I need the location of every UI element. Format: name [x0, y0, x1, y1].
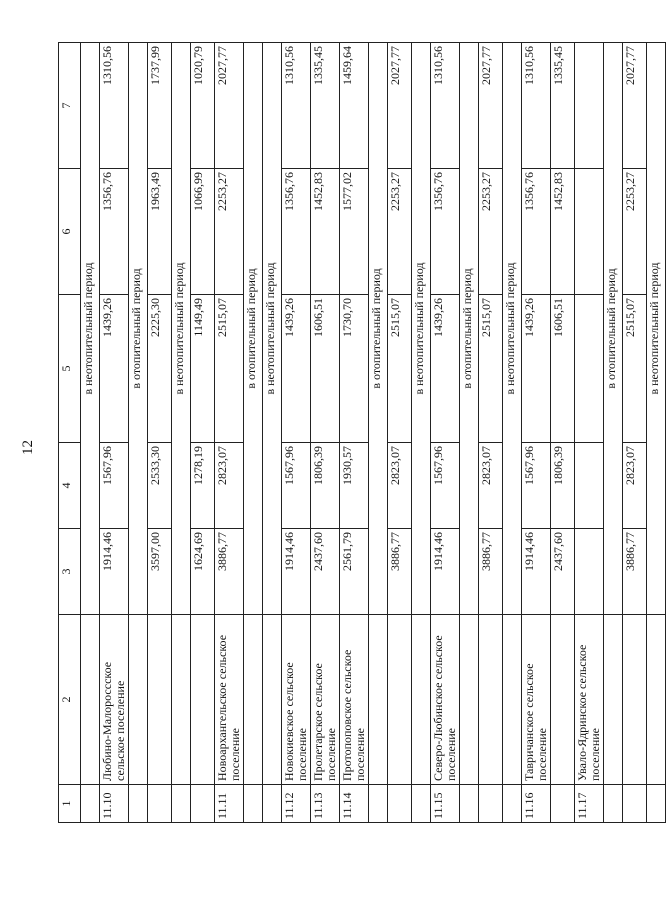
value-cell: 2437,60 [551, 529, 575, 615]
period-row [369, 43, 388, 823]
row-index: 11.15 [431, 785, 460, 823]
value-cell: 1567,96 [100, 443, 129, 529]
period-label: в неотопительный период [172, 43, 191, 615]
row-index [551, 785, 575, 823]
value-cell: 1567,96 [282, 443, 311, 529]
period-label: в отопительный период [244, 43, 263, 615]
period-row [503, 43, 522, 823]
row-index: 11.12 [282, 785, 311, 823]
value-cell: 1624,69 [191, 529, 215, 615]
row-index: 11.14 [340, 785, 369, 823]
table-row [522, 43, 551, 823]
value-cell: 2253,27 [215, 169, 244, 295]
value-cell: 1310,56 [431, 43, 460, 169]
value-cell: 2823,07 [388, 443, 412, 529]
table-body [59, 43, 666, 823]
row-index: 11.16 [522, 785, 551, 823]
value-cell: 1356,76 [282, 169, 311, 295]
value-cell [575, 169, 604, 295]
tariff-table [58, 42, 666, 823]
period-row [81, 43, 100, 823]
empty-cell [172, 785, 191, 823]
value-cell: 1459,64 [340, 43, 369, 169]
row-index: 11.10 [100, 785, 129, 823]
value-cell: 1439,26 [100, 295, 129, 443]
empty-cell [244, 785, 263, 823]
empty-cell [369, 785, 388, 823]
empty-cell [503, 615, 522, 785]
empty-cell [460, 785, 479, 823]
value-cell: 3886,77 [479, 529, 503, 615]
row-index [623, 785, 647, 823]
period-label: в неотопительный период [263, 43, 282, 615]
empty-cell [172, 615, 191, 785]
settlement-name: Любино-Малороссское сельское поселение [100, 615, 129, 785]
empty-cell [604, 615, 623, 785]
table-row [148, 43, 172, 823]
value-cell: 2437,60 [311, 529, 340, 615]
value-cell [575, 295, 604, 443]
value-cell: 2027,77 [215, 43, 244, 169]
table-row [431, 43, 460, 823]
value-cell: 1963,49 [148, 169, 172, 295]
value-cell: 2515,07 [479, 295, 503, 443]
table-row [479, 43, 503, 823]
table-row [215, 43, 244, 823]
value-cell: 3597,00 [148, 529, 172, 615]
table-row [623, 43, 647, 823]
value-cell: 1930,57 [340, 443, 369, 529]
value-cell: 1356,76 [522, 169, 551, 295]
table-row [388, 43, 412, 823]
value-cell: 3886,77 [623, 529, 647, 615]
value-cell: 1914,46 [282, 529, 311, 615]
value-cell: 3886,77 [388, 529, 412, 615]
value-cell: 2253,27 [479, 169, 503, 295]
empty-cell [129, 615, 148, 785]
header-cell: 3 [59, 529, 81, 615]
value-cell: 2253,27 [388, 169, 412, 295]
settlement-name: Увало-Ядринское сельское поселение [575, 615, 604, 785]
value-cell: 1310,56 [282, 43, 311, 169]
value-cell: 1335,45 [551, 43, 575, 169]
value-cell: 1806,39 [551, 443, 575, 529]
table-row [100, 43, 129, 823]
value-cell: 2253,27 [623, 169, 647, 295]
header-cell: 7 [59, 43, 81, 169]
value-cell: 1439,26 [431, 295, 460, 443]
value-cell: 1914,46 [100, 529, 129, 615]
header-cell: 6 [59, 169, 81, 295]
value-cell: 1577,02 [340, 169, 369, 295]
value-cell: 1149,49 [191, 295, 215, 443]
settlement-name: Новоархангельское сельское поселение [215, 615, 244, 785]
table-row [551, 43, 575, 823]
empty-cell [647, 785, 666, 823]
row-index [191, 785, 215, 823]
value-cell: 1914,46 [431, 529, 460, 615]
period-label: в отопительный период [460, 43, 479, 615]
row-index: 11.17 [575, 785, 604, 823]
page-number: 12 [20, 440, 36, 455]
value-cell: 1356,76 [431, 169, 460, 295]
period-row [172, 43, 191, 823]
row-index: 11.11 [215, 785, 244, 823]
value-cell: 1567,96 [522, 443, 551, 529]
value-cell: 2225,30 [148, 295, 172, 443]
value-cell: 2515,07 [388, 295, 412, 443]
period-row [244, 43, 263, 823]
value-cell: 1914,46 [522, 529, 551, 615]
period-row [460, 43, 479, 823]
value-cell: 2823,07 [479, 443, 503, 529]
value-cell [575, 529, 604, 615]
value-cell: 1310,56 [100, 43, 129, 169]
header-row [59, 43, 81, 823]
table-row [282, 43, 311, 823]
period-label: в неотопительный период [81, 43, 100, 615]
value-cell: 2823,07 [215, 443, 244, 529]
value-cell: 1020,79 [191, 43, 215, 169]
value-cell: 1730,70 [340, 295, 369, 443]
value-cell: 2515,07 [215, 295, 244, 443]
value-cell: 2533,30 [148, 443, 172, 529]
table-row [340, 43, 369, 823]
settlement-name: Северо-Любинское сельское поселение [431, 615, 460, 785]
settlement-name: Тавричанское сельское поселение [522, 615, 551, 785]
value-cell: 1335,45 [311, 43, 340, 169]
value-cell: 1567,96 [431, 443, 460, 529]
empty-cell [81, 785, 100, 823]
value-cell: 1439,26 [282, 295, 311, 443]
settlement-name [148, 615, 172, 785]
value-cell: 2823,07 [623, 443, 647, 529]
value-cell: 1806,39 [311, 443, 340, 529]
header-cell: 1 [59, 785, 81, 823]
table-row [191, 43, 215, 823]
value-cell: 2027,77 [479, 43, 503, 169]
empty-cell [369, 615, 388, 785]
empty-cell [263, 785, 282, 823]
value-cell: 1356,76 [100, 169, 129, 295]
period-row [263, 43, 282, 823]
empty-cell [263, 615, 282, 785]
value-cell: 1310,56 [522, 43, 551, 169]
settlement-name: Протопоповское сельское поселение [340, 615, 369, 785]
value-cell [575, 43, 604, 169]
period-label: в отопительный период [604, 43, 623, 615]
row-index [388, 785, 412, 823]
settlement-name [623, 615, 647, 785]
value-cell: 1737,99 [148, 43, 172, 169]
header-cell: 2 [59, 615, 81, 785]
settlement-name: Новокиевское сельское поселение [282, 615, 311, 785]
header-cell: 5 [59, 295, 81, 443]
settlement-name [551, 615, 575, 785]
value-cell: 1452,83 [551, 169, 575, 295]
value-cell: 1278,19 [191, 443, 215, 529]
row-index [479, 785, 503, 823]
value-cell: 1606,51 [311, 295, 340, 443]
period-label: в неотопительный период [647, 43, 666, 615]
empty-cell [129, 785, 148, 823]
empty-cell [647, 615, 666, 785]
header-cell: 4 [59, 443, 81, 529]
value-cell: 3886,77 [215, 529, 244, 615]
settlement-name [479, 615, 503, 785]
empty-cell [460, 615, 479, 785]
period-label: в неотопительный период [503, 43, 522, 615]
value-cell: 2027,77 [623, 43, 647, 169]
value-cell [575, 443, 604, 529]
empty-cell [412, 615, 431, 785]
value-cell: 1606,51 [551, 295, 575, 443]
row-index [148, 785, 172, 823]
empty-cell [81, 615, 100, 785]
period-row [647, 43, 666, 823]
value-cell: 2027,77 [388, 43, 412, 169]
value-cell: 2515,07 [623, 295, 647, 443]
period-label: в отопительный период [369, 43, 388, 615]
settlement-name: Пролетарское сельское поселение [311, 615, 340, 785]
value-cell: 1452,83 [311, 169, 340, 295]
period-row [129, 43, 148, 823]
row-index: 11.13 [311, 785, 340, 823]
empty-cell [412, 785, 431, 823]
empty-cell [604, 785, 623, 823]
period-row [604, 43, 623, 823]
value-cell: 1066,99 [191, 169, 215, 295]
settlement-name [191, 615, 215, 785]
empty-cell [244, 615, 263, 785]
table-row [311, 43, 340, 823]
period-label: в неотопительный период [412, 43, 431, 615]
settlement-name [388, 615, 412, 785]
rotated-table-container [58, 43, 661, 823]
table-row [575, 43, 604, 823]
empty-cell [503, 785, 522, 823]
value-cell: 2561,79 [340, 529, 369, 615]
period-label: в отопительный период [129, 43, 148, 615]
value-cell: 1439,26 [522, 295, 551, 443]
period-row [412, 43, 431, 823]
